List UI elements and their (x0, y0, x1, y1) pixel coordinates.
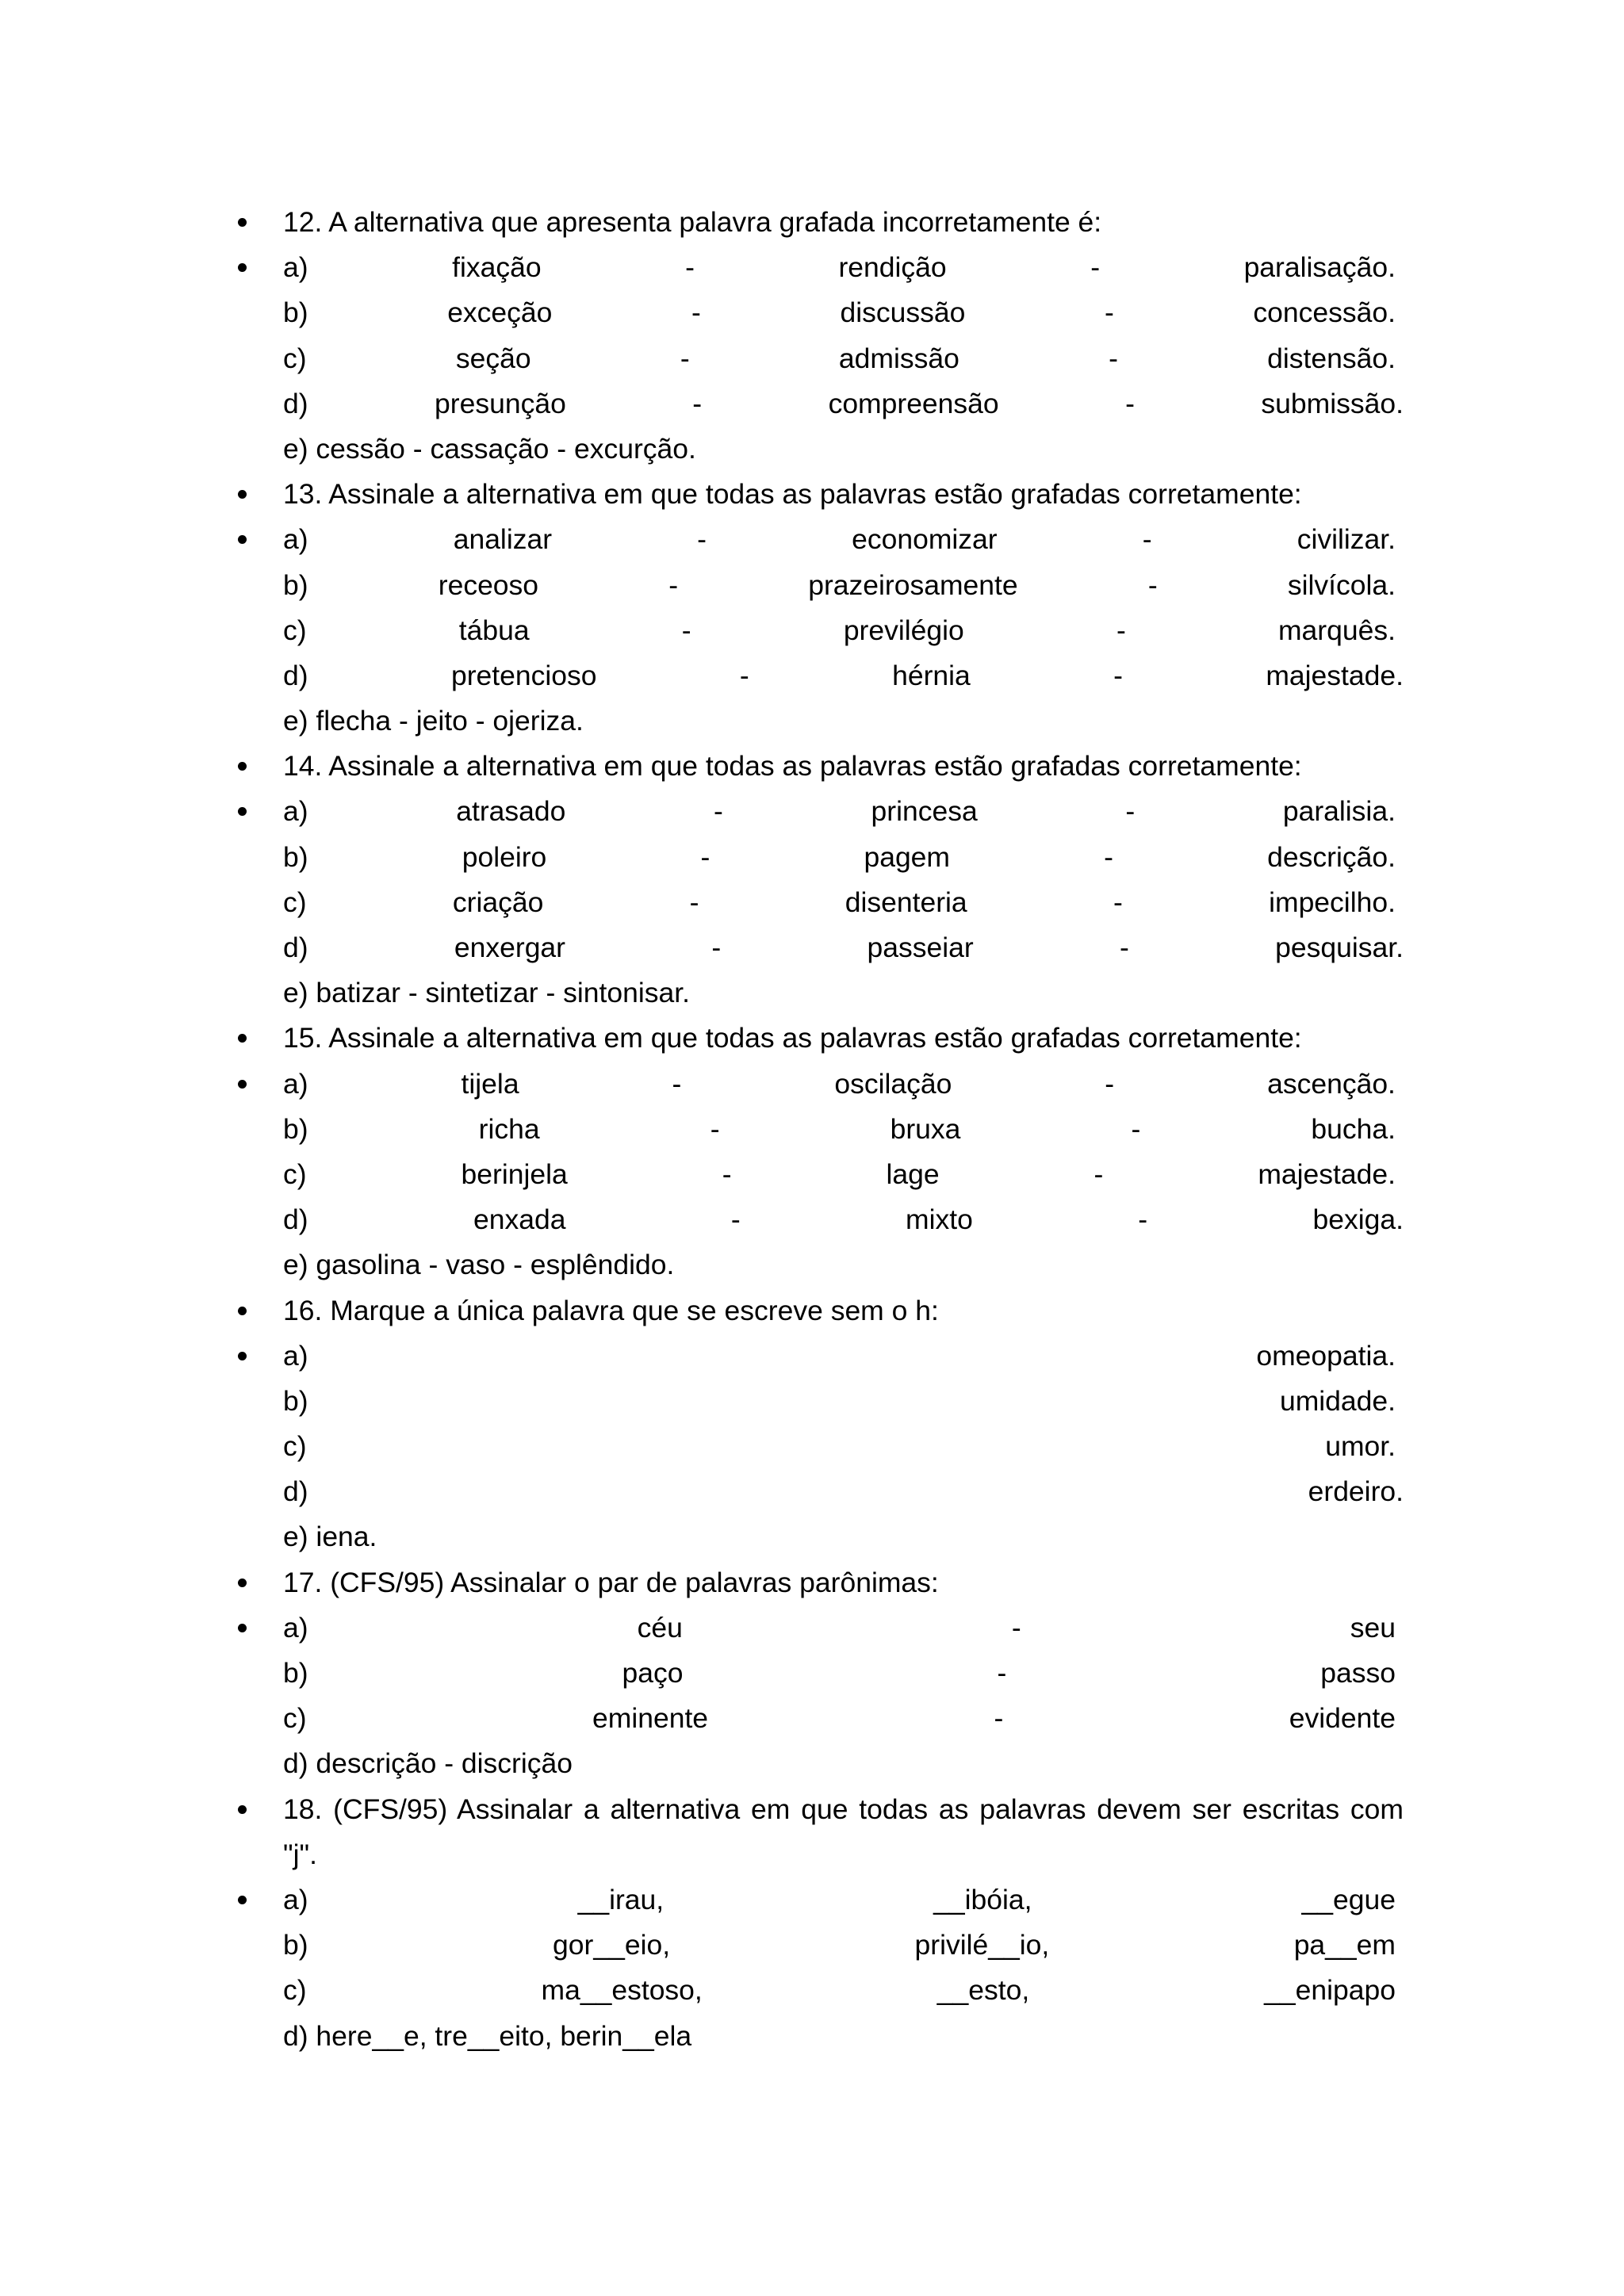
option-row (283, 381, 1404, 427)
question-text: 12. A alternativa que apresenta palavra grafada incorretamente é: (283, 200, 1404, 245)
separator: - (1109, 342, 1118, 374)
option-letter: b) (283, 1929, 308, 1961)
option-word: concessão. (1253, 297, 1396, 329)
separator: - (681, 614, 691, 646)
option-letter: a) (283, 1883, 308, 1915)
option-word: disenteria (845, 886, 967, 918)
option-word: pa__em (1293, 1929, 1396, 1961)
option-row (283, 1379, 1404, 1424)
option-word: analizar (453, 523, 553, 556)
option-word: __ibóia, (933, 1883, 1032, 1915)
separator: - (668, 568, 679, 601)
option-word: pesquisar. (1275, 932, 1404, 963)
option-word: silvícola. (1287, 568, 1396, 601)
option-word: receoso (438, 568, 539, 601)
option-row (283, 608, 1404, 653)
separator: - (1113, 886, 1123, 918)
option-row (283, 653, 1404, 698)
option-word: lage (886, 1158, 940, 1190)
separator: - (1131, 1112, 1141, 1145)
question-text: 16. Marque a única palavra que se escreve sem o h: (283, 1288, 1404, 1334)
option-word: oscilação (834, 1067, 952, 1100)
option-word: tijela (461, 1067, 519, 1100)
option-letter: b) (283, 1384, 308, 1417)
option-line: d) descrição - discrição (283, 1747, 573, 1780)
separator: - (1142, 523, 1152, 556)
option-row (283, 1469, 1404, 1514)
option-row-bulleted (283, 1605, 1404, 1651)
option-word: discussão (840, 297, 966, 329)
option-word: distensão. (1267, 342, 1396, 374)
option-word: omeopatia. (1256, 1339, 1396, 1372)
option-word: bucha. (1311, 1112, 1396, 1145)
option-word: __irau, (577, 1883, 665, 1915)
option-letter: c) (283, 342, 307, 374)
option-letter: c) (283, 1430, 307, 1463)
option-word: economizar (852, 523, 998, 556)
separator: - (994, 1702, 1004, 1735)
option-word: céu (637, 1611, 683, 1644)
option-word: admissão (838, 342, 959, 374)
option-letter: b) (283, 297, 308, 329)
option-word: seção (455, 342, 531, 374)
option-word: seu (1350, 1611, 1396, 1644)
option-letter: a) (283, 795, 308, 828)
option-word: berinjela (461, 1158, 568, 1190)
option-word: prazeirosamente (808, 568, 1018, 601)
separator: - (711, 932, 722, 963)
option-word: criação (452, 886, 544, 918)
option-word: fixação (452, 251, 542, 284)
separator: - (697, 523, 707, 556)
option-letter: c) (283, 1974, 307, 2007)
option-letter: c) (283, 1702, 307, 1735)
option-letter: c) (283, 614, 307, 646)
option-line: e) batizar - sintetizar - sintonisar. (283, 977, 690, 1009)
option-word: evidente (1289, 1702, 1396, 1735)
option-letter: a) (283, 251, 308, 284)
option-word: exceção (447, 297, 553, 329)
option-word: paralisia. (1282, 795, 1396, 828)
option-word: paralisação. (1243, 251, 1396, 284)
separator: - (680, 342, 690, 374)
option-letter: c) (283, 1158, 307, 1190)
option-word: poleiro (462, 840, 547, 873)
option-letter: d) (283, 387, 308, 419)
option-word: privilé__io, (914, 1929, 1050, 1961)
option-word: ma__estoso, (541, 1974, 703, 2007)
option-word: umidade. (1279, 1384, 1396, 1417)
separator: - (1116, 614, 1126, 646)
option-word: pretencioso (450, 659, 597, 691)
option-word: civilizar. (1297, 523, 1396, 556)
option-letter: b) (283, 1112, 308, 1145)
option-word: __enipapo (1264, 1974, 1396, 2007)
option-word: princesa (871, 795, 978, 828)
option-letter: b) (283, 568, 308, 601)
question-text: 13. Assinale a alternativa em que todas as palavras estão grafadas corretamente: (283, 472, 1404, 517)
separator: - (1125, 387, 1135, 419)
separator: - (1094, 1158, 1104, 1190)
option-word: marquês. (1277, 614, 1396, 646)
option-word: ascenção. (1267, 1067, 1396, 1100)
option-word: descrição. (1267, 840, 1396, 873)
option-word: submissão. (1261, 387, 1404, 419)
option-word: eminente (592, 1702, 709, 1735)
separator: - (685, 251, 695, 284)
question-text: 18. (CFS/95) Assinalar a alternativa em que todas as palavras devem ser escritas com "j". (283, 1787, 1404, 1877)
option-letter: c) (283, 886, 307, 918)
option-word: tábua (458, 614, 530, 646)
option-word: atrasado (456, 795, 566, 828)
option-row-bulleted (283, 517, 1404, 562)
option-line: e) gasolina - vaso - esplêndido. (283, 1249, 675, 1281)
option-row-bulleted (283, 1877, 1404, 1923)
question-text: 17. (CFS/95) Assinalar o par de palavras parônimas: (283, 1560, 1404, 1605)
option-letter: b) (283, 840, 308, 873)
separator: - (700, 840, 710, 873)
option-word: passo (1320, 1657, 1396, 1689)
question-text: 14. Assinale a alternativa em que todas as palavras estão grafadas corretamente: (283, 744, 1404, 789)
option-row (283, 1696, 1404, 1741)
option-letter: a) (283, 1611, 308, 1644)
option-letter: d) (283, 659, 308, 691)
option-word: enxergar (454, 932, 566, 963)
separator: - (1105, 1067, 1115, 1100)
option-word: passeiar (867, 932, 974, 963)
option-word: paço (622, 1657, 684, 1689)
option-word: presunção (435, 387, 566, 419)
option-word: erdeiro. (1308, 1475, 1404, 1508)
separator: - (692, 387, 703, 419)
separator: - (1125, 795, 1136, 828)
separator: - (1090, 251, 1101, 284)
option-word: bruxa (890, 1112, 961, 1145)
separator: - (672, 1067, 682, 1100)
option-word: gor__eio, (553, 1929, 671, 1961)
option-row (283, 880, 1404, 925)
separator: - (714, 795, 723, 828)
separator: - (1011, 1611, 1021, 1644)
option-word: compreensão (828, 387, 999, 419)
option-row-bulleted (283, 789, 1404, 834)
separator: - (997, 1657, 1007, 1689)
option-row (283, 1923, 1404, 1968)
separator: - (1147, 568, 1158, 601)
option-row (283, 1152, 1404, 1197)
option-row (283, 563, 1404, 608)
option-letter: b) (283, 1657, 308, 1689)
separator: - (1104, 297, 1114, 329)
option-row (283, 925, 1404, 970)
question-text: 15. Assinale a alternativa em que todas as palavras estão grafadas corretamente: (283, 1016, 1404, 1061)
option-row (283, 1107, 1404, 1152)
option-word: __egue (1301, 1883, 1396, 1915)
option-word: __esto, (936, 1974, 1030, 2007)
separator: - (689, 886, 699, 918)
option-row (283, 835, 1404, 880)
option-row (283, 336, 1404, 381)
option-line: e) flecha - jeito - ojeriza. (283, 705, 584, 737)
option-letter: d) (283, 932, 308, 963)
document-body (283, 200, 1404, 2059)
option-row-bulleted (283, 245, 1404, 290)
option-word: pagem (864, 840, 950, 873)
separator: - (1104, 840, 1113, 873)
separator: - (722, 1158, 732, 1190)
separator: - (1138, 1203, 1148, 1236)
option-word: mixto (906, 1203, 973, 1236)
option-word: richa (478, 1112, 540, 1145)
separator: - (1119, 932, 1129, 963)
option-row-bulleted (283, 1334, 1404, 1379)
option-line: e) iena. (283, 1521, 377, 1553)
option-word: bexiga. (1312, 1203, 1404, 1236)
option-letter: d) (283, 1475, 308, 1508)
option-row (283, 1968, 1404, 2013)
option-word: rendição (838, 251, 947, 284)
option-word: majestade. (1258, 1158, 1396, 1190)
option-word: hérnia (892, 659, 971, 691)
separator: - (710, 1112, 720, 1145)
option-word: majestade. (1266, 659, 1404, 691)
separator: - (1113, 659, 1123, 691)
separator: - (730, 1203, 741, 1236)
option-letter: a) (283, 1067, 308, 1100)
option-row (283, 1424, 1404, 1469)
option-word: umor. (1325, 1430, 1396, 1463)
option-line: d) here__e, tre__eito, berin__ela (283, 2019, 692, 2052)
option-word: enxada (473, 1203, 566, 1236)
option-row-bulleted (283, 1062, 1404, 1107)
option-row (283, 290, 1404, 335)
option-word: impecilho. (1269, 886, 1396, 918)
option-row (283, 1651, 1404, 1696)
separator: - (691, 297, 701, 329)
option-letter: a) (283, 1339, 308, 1372)
option-letter: d) (283, 1203, 308, 1236)
option-row (283, 1197, 1404, 1242)
option-line: e) cessão - cassação - excurção. (283, 432, 696, 465)
separator: - (739, 659, 749, 691)
option-word: previlégio (843, 614, 964, 646)
option-letter: a) (283, 523, 308, 556)
